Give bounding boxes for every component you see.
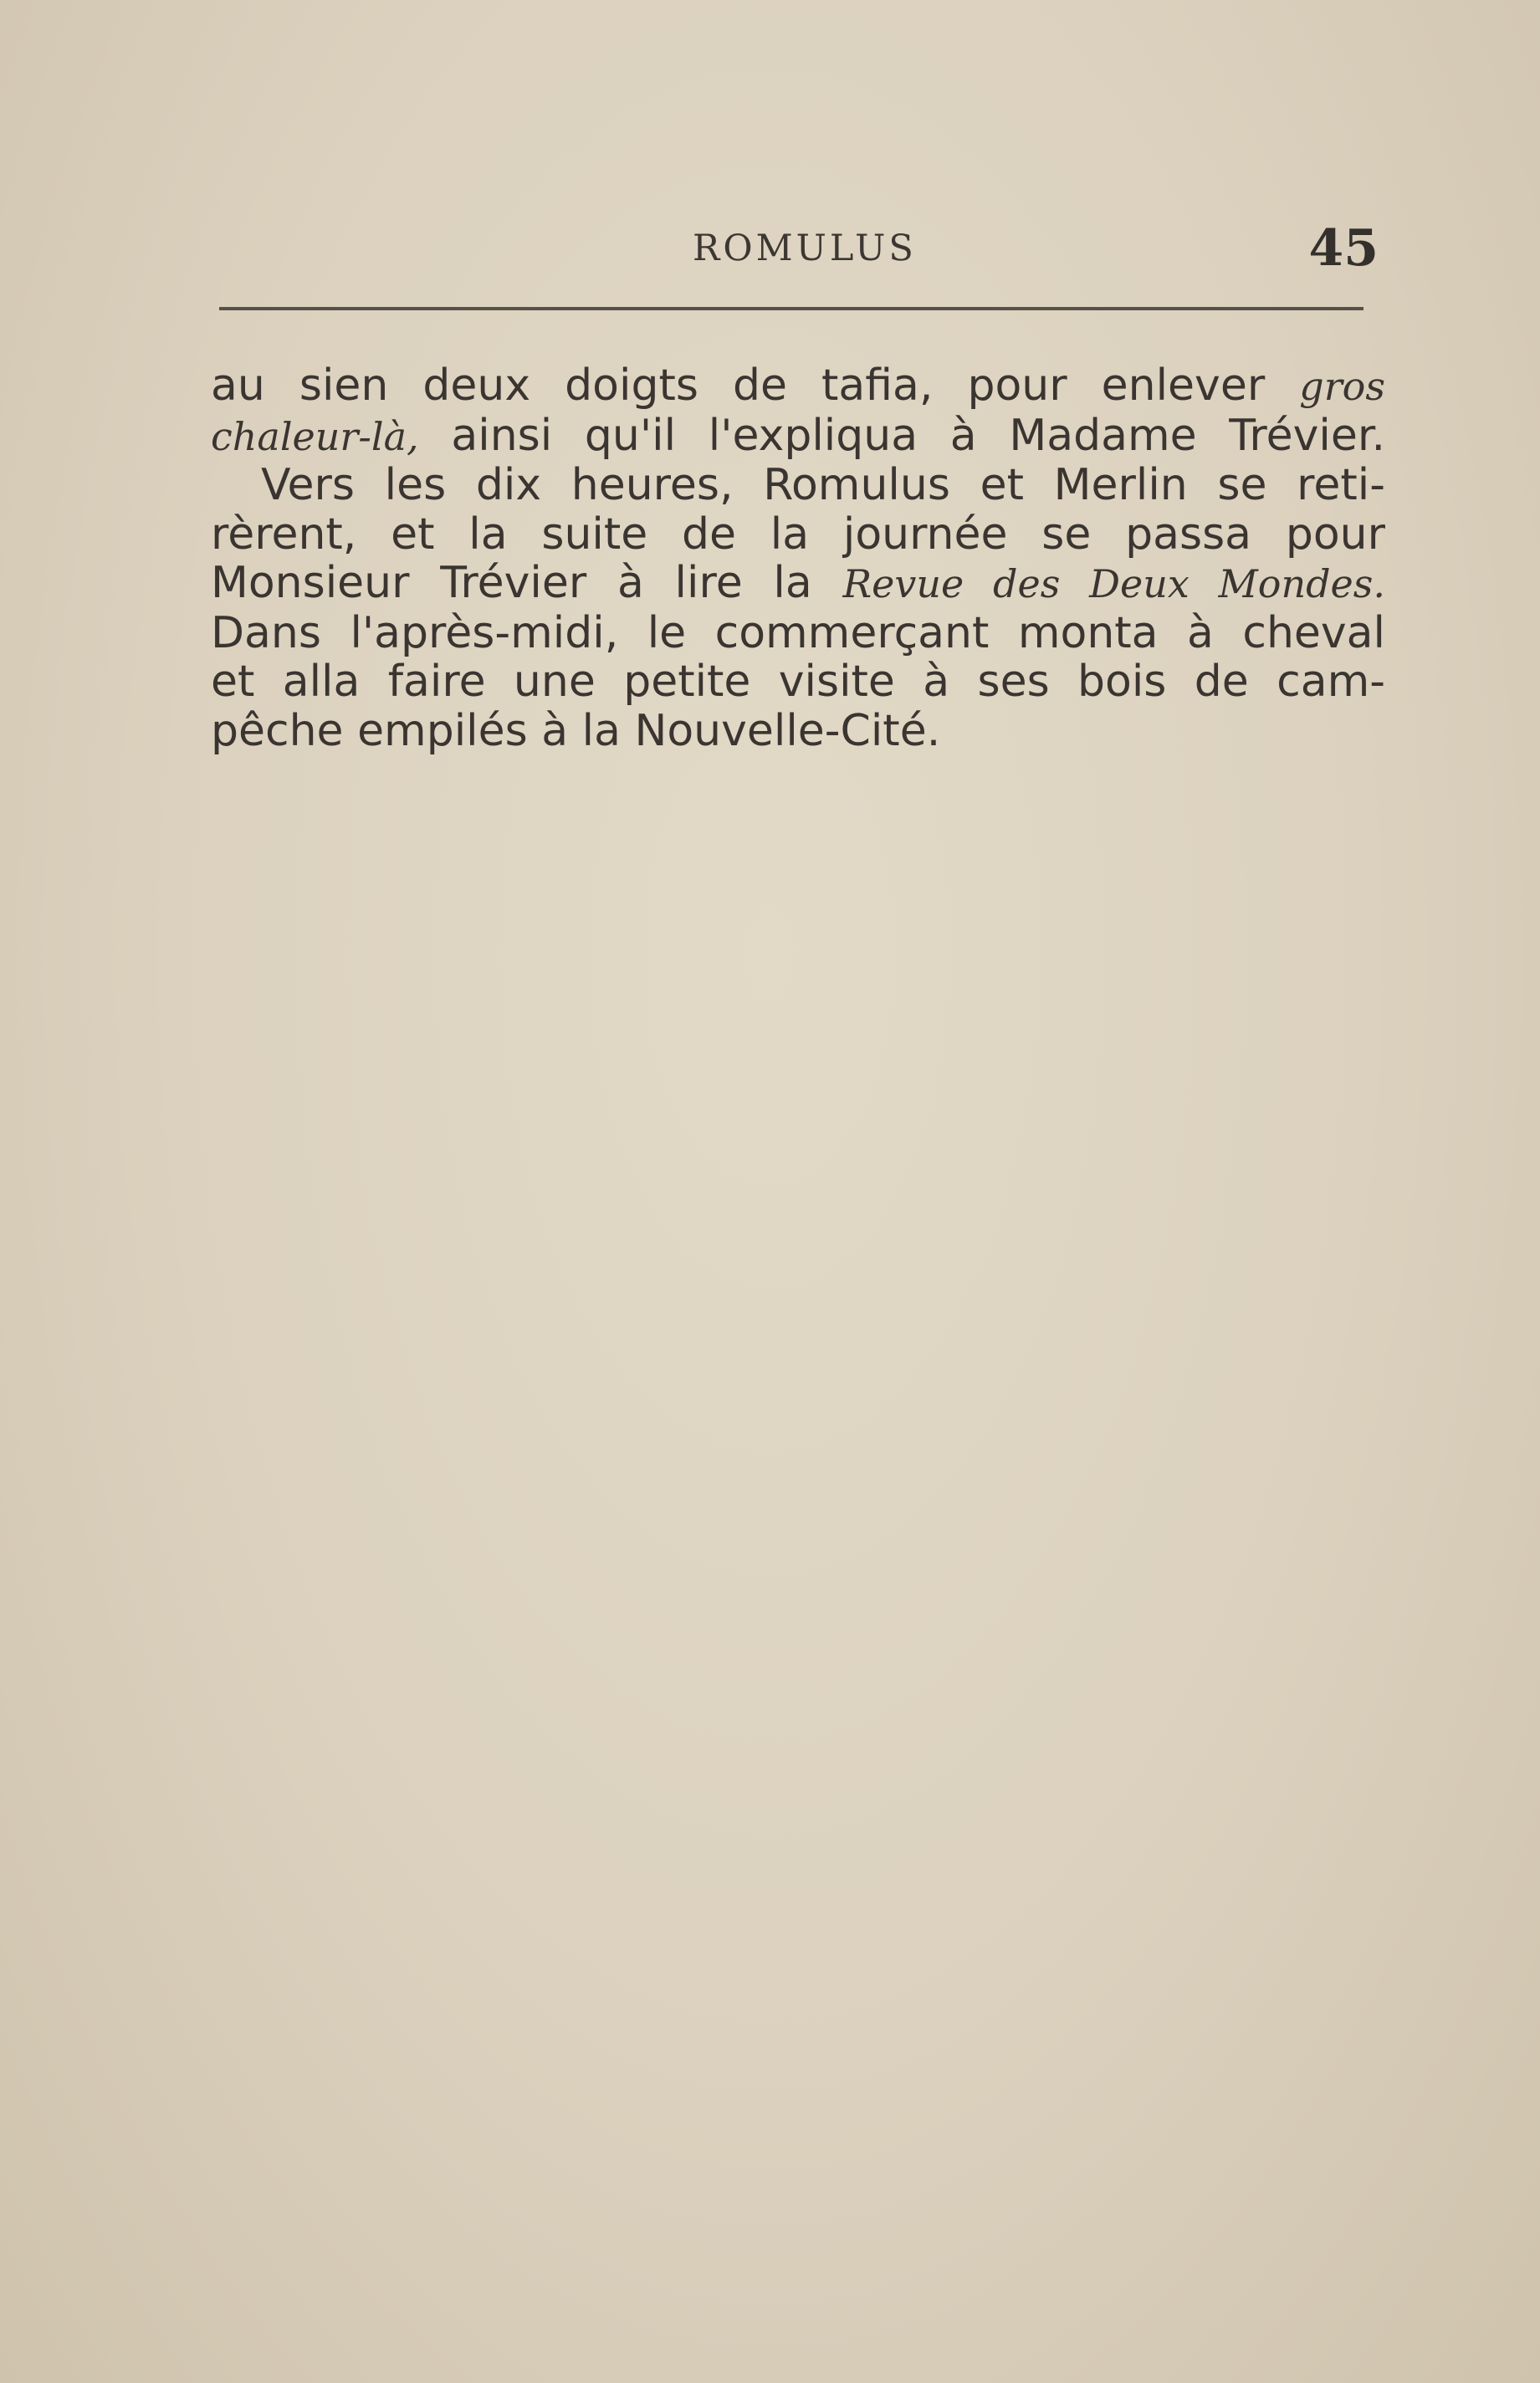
text-segment: Dans l'après-midi, le commerçant monta à cheval (211, 607, 1385, 658)
text-line (211, 707, 1385, 756)
italic-segment: gros (1299, 364, 1385, 409)
text-line (211, 412, 1385, 462)
italic-segment: chaleur-là, (211, 413, 419, 459)
header-rule (219, 307, 1363, 310)
running-title: ROMULUS (693, 228, 917, 269)
text-segment: ainsi qu'il l'expliqua à Madame Trévier. (418, 410, 1385, 461)
text-segment: et alla faire une petite visite à ses bois de cam- (211, 657, 1385, 707)
text-line (211, 510, 1385, 560)
text-line (211, 657, 1385, 707)
page-number: 45 (1308, 219, 1379, 278)
text-line (211, 559, 1385, 609)
running-head (216, 219, 1379, 278)
text-line (211, 361, 1385, 412)
text-segment: Monsieur Trévier à lire la (211, 558, 843, 608)
text-line (211, 461, 1385, 510)
italic-segment: Revue des Deux Mondes. (842, 561, 1385, 606)
text-segment: Vers les dix heures, Romulus et Merlin se reti- (261, 460, 1385, 510)
body-text (211, 361, 1385, 755)
text-segment: au sien deux doigts de tafia, pour enlever (211, 361, 1300, 411)
text-segment: pêche empilés à la Nouvelle-Cité. (211, 705, 941, 756)
text-line (211, 609, 1385, 658)
text-segment: rèrent, et la suite de la journée se passa pour (211, 509, 1385, 560)
